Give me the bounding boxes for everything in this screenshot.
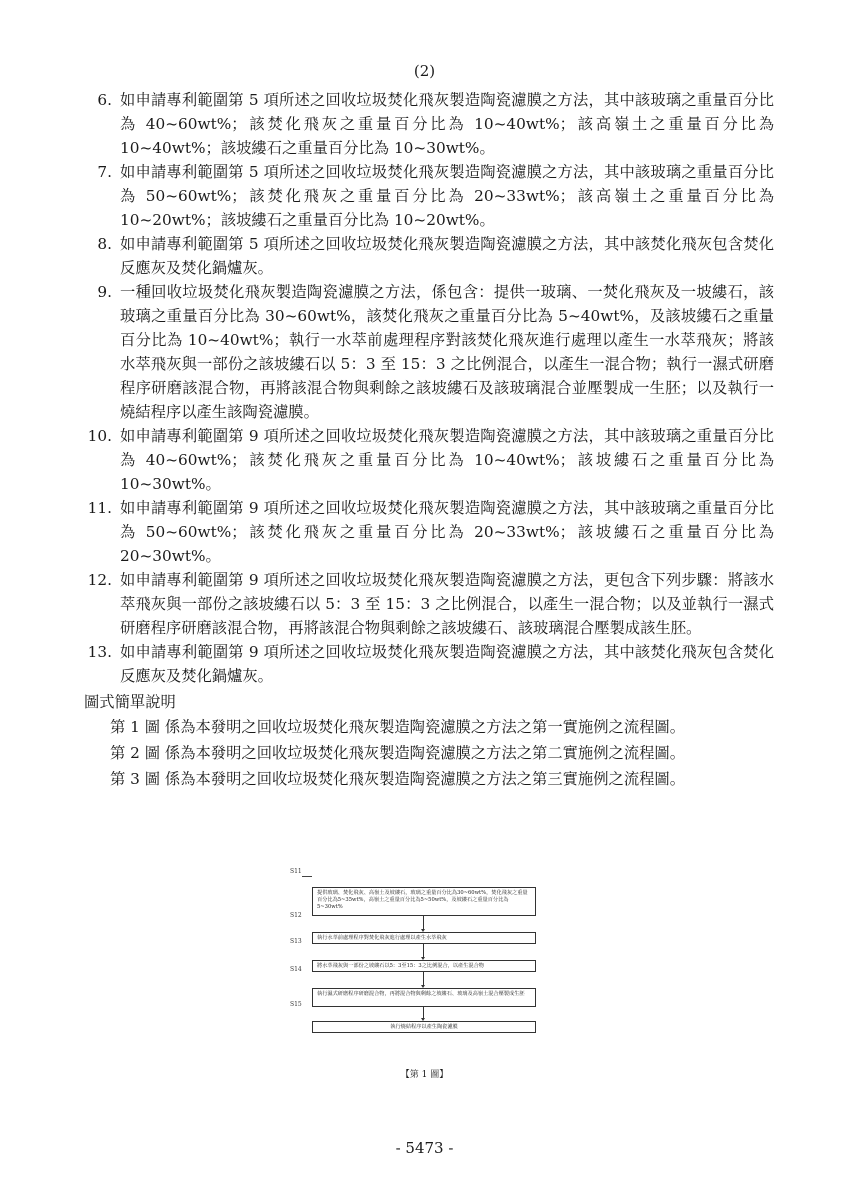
figure-section-title: 圖式簡單說明	[84, 693, 176, 711]
claim-item	[84, 280, 774, 424]
claim-text: 如申請專利範圍第 9 項所述之回收垃圾焚化飛灰製造陶瓷濾膜之方法，其中該焚化飛灰包含焚化反應灰及焚化鍋爐灰。	[120, 643, 774, 685]
claim-text: 如申請專利範圍第 5 項所述之回收垃圾焚化飛灰製造陶瓷濾膜之方法，其中該玻璃之重量百分比為 50~60wt%；該焚化飛灰之重量百分比為 20~33wt%；該高嶺土之重量百分比為 10~20wt%；該坡縷石之重量百分比為 10~20wt%。	[120, 163, 774, 229]
step-connector	[302, 876, 312, 877]
figure-description-list	[110, 714, 774, 792]
claim-number: 8.	[97, 235, 112, 253]
flow-arrow	[423, 944, 424, 957]
claim-item	[84, 640, 774, 688]
flow-arrow	[423, 1007, 424, 1018]
flow-step-box: 執行燒結程序以產生陶瓷濾膜	[312, 1021, 536, 1033]
step-label: S11	[290, 868, 302, 875]
page-number: - 5473 -	[395, 1139, 454, 1157]
flow-step-box: 執行濕式研磨程序研磨混合物，再將混合物與剩餘之坡縷石、玻璃及高嶺土混合壓製成生胚	[312, 988, 536, 1007]
flow-step-box: 執行水萃前處理程序對焚化飛灰進行處理以產生水萃飛灰	[312, 932, 536, 944]
claim-number: 7.	[97, 163, 112, 181]
claim-number: 6.	[97, 91, 112, 109]
claim-text: 如申請專利範圍第 5 項所述之回收垃圾焚化飛灰製造陶瓷濾膜之方法，其中該玻璃之重量百分比為 40~60wt%；該焚化飛灰之重量百分比為 10~40wt%；該高嶺土之重量百分比為 10~40wt%；該坡縷石之重量百分比為 10~30wt%。	[120, 91, 774, 157]
claims-list	[84, 88, 774, 792]
claim-number: 11.	[87, 499, 112, 517]
claim-text: 如申請專利範圍第 9 項所述之回收垃圾焚化飛灰製造陶瓷濾膜之方法，其中該玻璃之重量百分比為 50~60wt%；該焚化飛灰之重量百分比為 20~33wt%；該坡縷石之重量百分比為 20~30wt%。	[120, 499, 774, 565]
claim-item	[84, 88, 774, 160]
claim-text: 如申請專利範圍第 5 項所述之回收垃圾焚化飛灰製造陶瓷濾膜之方法，其中該焚化飛灰包含焚化反應灰及焚化鍋爐灰。	[120, 235, 774, 277]
flow-step-box: 將水萃飛灰與一部份之坡縷石以5：3至15：3之比例混合，以產生混合物	[312, 960, 536, 972]
claim-item	[84, 160, 774, 232]
claim-text: 如申請專利範圍第 9 項所述之回收垃圾焚化飛灰製造陶瓷濾膜之方法，其中該玻璃之重量百分比為 40~60wt%；該焚化飛灰之重量百分比為 10~40wt%；該坡縷石之重量百分比為 10~30wt%。	[120, 427, 774, 493]
step-label: S13	[290, 938, 302, 945]
claim-text: 如申請專利範圍第 9 項所述之回收垃圾焚化飛灰製造陶瓷濾膜之方法，更包含下列步驟：將該水萃飛灰與一部份之該坡縷石以 5：3 至 15：3 之比例混合，以產生一混合物；以及並執行一濕式研磨程序研磨該混合物，再將該混合物與剩餘之該坡縷石、該玻璃混合壓製成該生胚。	[120, 571, 774, 637]
step-label: S12	[290, 912, 302, 919]
claim-item	[84, 568, 774, 640]
figure-description: 第 1 圖 係為本發明之回收垃圾焚化飛灰製造陶瓷濾膜之方法之第一實施例之流程圖。	[110, 718, 686, 736]
page-marker: (2)	[413, 62, 436, 80]
claim-item	[84, 232, 774, 280]
claim-number: 9.	[97, 283, 112, 301]
figure-caption: 【第 1 圖】	[400, 1070, 449, 1080]
flow-arrow	[423, 916, 424, 929]
claim-item	[84, 496, 774, 568]
claim-text: 一種回收垃圾焚化飛灰製造陶瓷濾膜之方法，係包含：提供一玻璃、一焚化飛灰及一坡縷石，該玻璃之重量百分比為 30~60wt%，該焚化飛灰之重量百分比為 5~40wt%，及該坡縷石之重量百分比為 10~40wt%；執行一水萃前處理程序對該焚化飛灰進行處理以產生一水萃飛灰；將該水萃飛灰與一部份之該坡縷石以 5：3 至 15：3 之比例混合，以產生一混合物；執行一濕式研磨程序研磨該混合物，再將該混合物與剩餘之該坡縷石及該玻璃混合並壓製成一生胚；以及執行一燒結程序以產生該陶瓷濾膜。	[120, 283, 774, 421]
step-label: S14	[290, 966, 302, 973]
flowchart	[290, 868, 560, 1043]
flow-step-box: 提供玻璃、焚化飛灰、高嶺土及坡縷石，玻璃之重量百分比為30~60wt%，焚化飛灰之重量百分比為5~35wt%，高嶺土之重量百分比為5~50wt%，及坡縷石之重量百分比為5~30wt%	[312, 887, 536, 916]
claim-number: 12.	[87, 571, 112, 589]
claim-number: 10.	[87, 427, 112, 445]
figure-description: 第 2 圖 係為本發明之回收垃圾焚化飛灰製造陶瓷濾膜之方法之第二實施例之流程圖。	[110, 744, 686, 762]
figure-description: 第 3 圖 係為本發明之回收垃圾焚化飛灰製造陶瓷濾膜之方法之第三實施例之流程圖。	[110, 770, 686, 788]
flow-arrow	[423, 972, 424, 985]
claim-number: 13.	[87, 643, 112, 661]
claim-item	[84, 424, 774, 496]
step-label: S15	[290, 1001, 302, 1008]
